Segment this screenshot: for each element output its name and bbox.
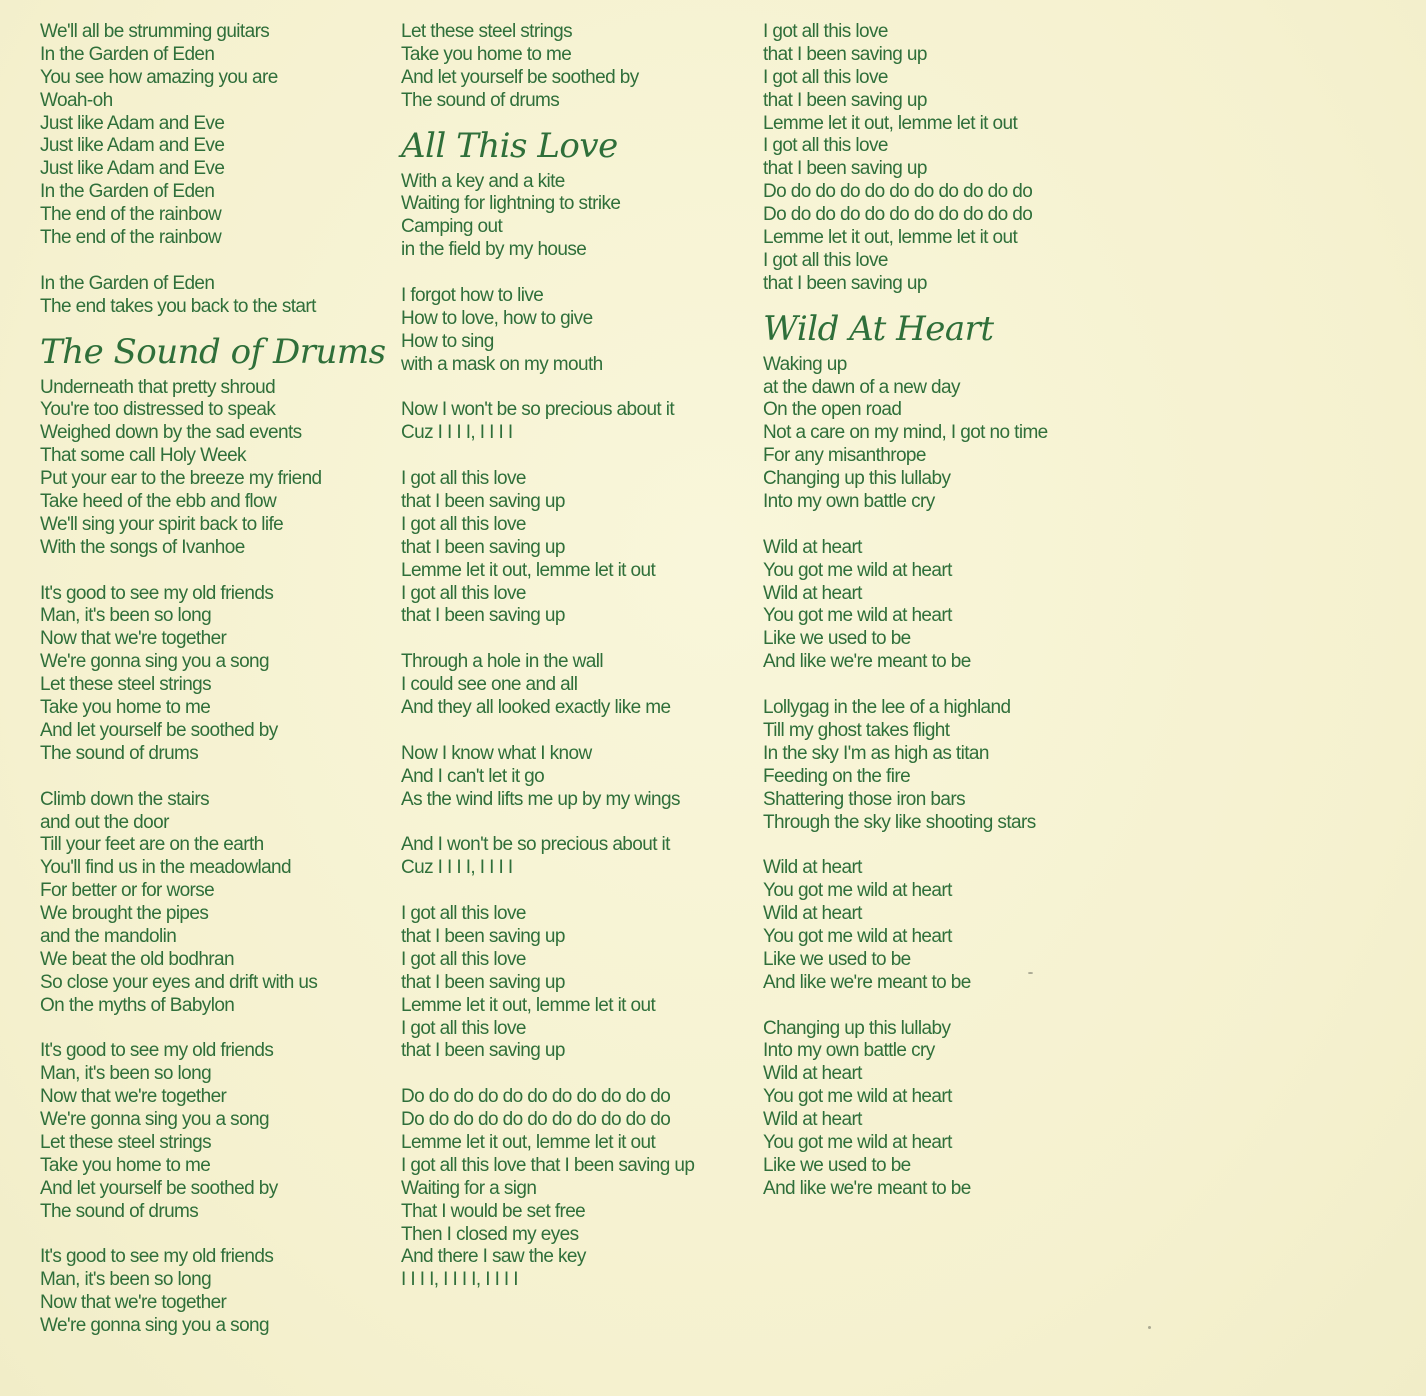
- stanza-gap: [401, 445, 741, 468]
- lyric-line: And let yourself be soothed by: [40, 1177, 278, 1199]
- lyric-line: Do do do do do do do do do do do: [763, 204, 1033, 226]
- lyric-line: We're gonna sing you a song: [40, 1109, 269, 1131]
- lyric-line: Lemme let it out, lemme let it out: [401, 994, 656, 1016]
- lyric-line: You got me wild at heart: [763, 925, 952, 947]
- lyric-line: Take heed of the ebb and flow: [40, 491, 277, 513]
- lyric-line: You see how amazing you are: [40, 66, 278, 88]
- lyric-line: And I won't be so precious about it: [401, 834, 670, 856]
- lyric-line: With a key and a kite: [401, 170, 565, 192]
- lyric-line: We'll sing your spirit back to life: [40, 513, 284, 535]
- lyric-line: Wild at heart: [763, 1109, 862, 1131]
- lyric-line: And like we're meant to be: [763, 971, 971, 993]
- lyric-line: It's good to see my old friends: [40, 582, 274, 604]
- lyric-line: Wild at heart: [763, 1063, 862, 1085]
- lyric-line: Put your ear to the breeze my friend: [40, 468, 322, 490]
- lyric-line: Into my own battle cry: [763, 1040, 935, 1062]
- lyric-line: And let yourself be soothed by: [401, 66, 639, 88]
- lyric-line: You're too distressed to speak: [40, 399, 276, 421]
- lyric-line: that I been saving up: [401, 925, 565, 947]
- lyric-line: Now that we're together: [40, 1292, 227, 1314]
- lyric-line: And let yourself be soothed by: [40, 719, 278, 741]
- lyric-line: with a mask on my mouth: [401, 353, 603, 375]
- lyric-line: Lemme let it out, lemme let it out: [401, 1131, 656, 1153]
- lyric-line: that I been saving up: [763, 158, 927, 180]
- lyric-line: In the Garden of Eden: [40, 43, 215, 65]
- lyric-line: Till your feet are on the earth: [40, 834, 264, 856]
- lyric-line: that I been saving up: [763, 43, 927, 65]
- lyric-line: Let these steel strings: [40, 1131, 212, 1153]
- lyric-line: Take you home to me: [40, 697, 211, 719]
- lyric-line: As the wind lifts me up by my wings: [401, 788, 680, 810]
- lyric-line: I got all this love: [763, 66, 888, 88]
- stanza-gap: [763, 514, 1103, 537]
- lyric-line: Like we used to be: [763, 628, 911, 650]
- lyric-line: We brought the pipes: [40, 903, 209, 925]
- lyric-line: You got me wild at heart: [763, 880, 952, 902]
- stanza-gap: [763, 674, 1103, 697]
- paper-speck: [1028, 972, 1033, 974]
- lyric-line: On the open road: [763, 399, 902, 421]
- lyrics-column-2: [401, 21, 741, 1292]
- lyric-line: Now that we're together: [40, 1086, 227, 1108]
- lyric-line: I got all this love: [401, 1017, 526, 1039]
- song-title: The Sound of Drums: [40, 331, 386, 372]
- lyric-line: Now I know what I know: [401, 742, 592, 764]
- stanza-gap: [40, 766, 380, 789]
- lyric-line: You got me wild at heart: [763, 605, 952, 627]
- lyric-line: Do do do do do do do do do do do: [401, 1086, 671, 1108]
- song-title: Wild At Heart: [763, 308, 994, 349]
- lyric-line: Now I won't be so precious about it: [401, 399, 675, 421]
- lyric-line: It's good to see my old friends: [40, 1040, 274, 1062]
- lyric-line: that I been saving up: [401, 1040, 565, 1062]
- lyric-line: That I would be set free: [401, 1200, 586, 1222]
- lyric-line: The sound of drums: [40, 1200, 199, 1222]
- stanza-gap: [401, 262, 741, 285]
- stanza-gap: [401, 628, 741, 651]
- lyric-line: In the Garden of Eden: [40, 272, 215, 294]
- lyric-line: Just like Adam and Eve: [40, 158, 225, 180]
- lyric-line: Man, it's been so long: [40, 1269, 212, 1291]
- lyric-line: Cuz I I I I, I I I I: [401, 422, 513, 444]
- lyric-line: So close your eyes and drift with us: [40, 971, 318, 993]
- lyric-line: I got all this love: [401, 468, 526, 490]
- lyric-line: that I been saving up: [401, 536, 565, 558]
- lyric-line: We're gonna sing you a song: [40, 1315, 269, 1337]
- stanza-gap: [401, 812, 741, 835]
- lyric-line: Wild at heart: [763, 903, 862, 925]
- lyric-line: I I I I, I I I I, I I I I: [401, 1269, 518, 1291]
- lyric-line: And like we're meant to be: [763, 651, 971, 673]
- lyric-line: Then I closed my eyes: [401, 1223, 579, 1245]
- stanza-gap: [40, 560, 380, 583]
- lyric-line: in the field by my house: [401, 239, 587, 261]
- song-title: All This Love: [401, 125, 618, 166]
- lyric-line: at the dawn of a new day: [763, 376, 960, 398]
- lyric-line: I got all this love: [401, 513, 526, 535]
- stanza-gap: [401, 880, 741, 903]
- lyric-line: Take you home to me: [40, 1154, 211, 1176]
- lyric-line: Waiting for a sign: [401, 1177, 537, 1199]
- lyric-line: Camping out: [401, 216, 503, 238]
- lyric-line: I could see one and all: [401, 674, 578, 696]
- lyric-line: I got all this love: [401, 948, 526, 970]
- lyric-line: We're gonna sing you a song: [40, 651, 269, 673]
- lyric-line: You got me wild at heart: [763, 1131, 952, 1153]
- lyric-line: Weighed down by the sad events: [40, 422, 302, 444]
- lyric-line: Waiting for lightning to strike: [401, 193, 621, 215]
- lyric-line: Wild at heart: [763, 582, 862, 604]
- lyric-line: The end of the rainbow: [40, 204, 222, 226]
- lyric-line: I got all this love that I been saving up: [401, 1154, 695, 1176]
- lyrics-column-3: [763, 21, 1103, 1201]
- lyric-line: I forgot how to live: [401, 285, 544, 307]
- lyric-line: and the mandolin: [40, 925, 177, 947]
- lyric-line: Let these steel strings: [401, 21, 573, 42]
- lyric-line: Lollygag in the lee of a highland: [763, 697, 1011, 719]
- lyrics-column-1: [40, 21, 386, 1338]
- lyric-line: We'll all be strumming guitars: [40, 21, 270, 42]
- lyric-line: You'll find us in the meadowland: [40, 857, 291, 879]
- lyric-line: And I can't let it go: [401, 765, 545, 787]
- lyric-line: Not a care on my mind, I got no time: [763, 422, 1048, 444]
- lyric-line: We beat the old bodhran: [40, 948, 234, 970]
- stanza-gap: [40, 1018, 380, 1041]
- lyric-line: And they all looked exactly like me: [401, 697, 671, 719]
- lyric-line: The sound of drums: [401, 89, 560, 111]
- lyric-line: Lemme let it out, lemme let it out: [401, 559, 656, 581]
- lyric-line: Changing up this lullaby: [763, 468, 951, 490]
- stanza-gap: [763, 995, 1103, 1018]
- lyric-line: I got all this love: [763, 21, 888, 42]
- lyric-line: And like we're meant to be: [763, 1177, 971, 1199]
- lyric-line: Do do do do do do do do do do do: [401, 1109, 671, 1131]
- lyric-line: It's good to see my old friends: [40, 1246, 274, 1268]
- lyric-line: Lemme let it out, lemme let it out: [763, 112, 1018, 134]
- lyric-line: Through the sky like shooting stars: [763, 811, 1036, 833]
- lyric-line: How to sing: [401, 330, 494, 352]
- lyric-line: I got all this love: [401, 582, 526, 604]
- lyric-line: and out the door: [40, 811, 169, 833]
- lyric-line: Man, it's been so long: [40, 1063, 212, 1085]
- lyric-line: You got me wild at heart: [763, 1086, 952, 1108]
- lyric-line: You got me wild at heart: [763, 559, 952, 581]
- lyric-line: Just like Adam and Eve: [40, 112, 225, 134]
- lyric-line: Shattering those iron bars: [763, 788, 965, 810]
- lyric-line: Climb down the stairs: [40, 788, 210, 810]
- lyric-line: Till my ghost takes flight: [763, 719, 950, 741]
- stanza-gap: [763, 834, 1103, 857]
- lyric-line: The sound of drums: [40, 742, 199, 764]
- lyric-line: Wild at heart: [763, 536, 862, 558]
- lyric-line: that I been saving up: [763, 89, 927, 111]
- paper-speck: [1148, 1326, 1151, 1329]
- lyric-line: For better or for worse: [40, 880, 215, 902]
- lyric-line: Wild at heart: [763, 857, 862, 879]
- lyric-line: Waking up: [763, 353, 847, 375]
- lyric-line: I got all this love: [763, 135, 888, 157]
- lyric-line: And there I saw the key: [401, 1246, 586, 1268]
- lyric-line: Underneath that pretty shroud: [40, 376, 276, 398]
- lyric-line: Like we used to be: [763, 1154, 911, 1176]
- lyric-line: Take you home to me: [401, 43, 572, 65]
- lyric-line: For any misanthrope: [763, 445, 926, 467]
- lyric-line: In the sky I'm as high as titan: [763, 742, 989, 764]
- lyric-line: I got all this love: [763, 249, 888, 271]
- stanza-gap: [401, 1063, 741, 1086]
- lyric-line: Like we used to be: [763, 948, 911, 970]
- lyric-line: The end takes you back to the start: [40, 295, 316, 317]
- lyric-line: The end of the rainbow: [40, 227, 222, 249]
- lyric-line: Woah-oh: [40, 89, 113, 111]
- lyric-line: Into my own battle cry: [763, 491, 935, 513]
- lyric-line: that I been saving up: [763, 272, 927, 294]
- stanza-gap: [401, 720, 741, 743]
- lyric-line: Through a hole in the wall: [401, 651, 603, 673]
- lyric-line: How to love, how to give: [401, 307, 593, 329]
- lyric-line: that I been saving up: [401, 971, 565, 993]
- lyric-line: Cuz I I I I, I I I I: [401, 857, 513, 879]
- stanza-gap: [401, 377, 741, 400]
- lyric-line: With the songs of Ivanhoe: [40, 536, 245, 558]
- stanza-gap: [40, 250, 380, 273]
- lyric-line: Now that we're together: [40, 628, 227, 650]
- lyric-line: Man, it's been so long: [40, 605, 212, 627]
- lyric-line: On the myths of Babylon: [40, 994, 235, 1016]
- lyric-line: Just like Adam and Eve: [40, 135, 225, 157]
- lyric-line: that I been saving up: [401, 605, 565, 627]
- lyric-line: Changing up this lullaby: [763, 1017, 951, 1039]
- lyric-line: Do do do do do do do do do do do: [763, 181, 1033, 203]
- lyric-line: Let these steel strings: [40, 674, 212, 696]
- lyric-line: Lemme let it out, lemme let it out: [763, 227, 1018, 249]
- lyric-line: that I been saving up: [401, 491, 565, 513]
- stanza-gap: [40, 1224, 380, 1247]
- lyric-line: I got all this love: [401, 903, 526, 925]
- lyric-line: Feeding on the fire: [763, 765, 911, 787]
- lyric-line: In the Garden of Eden: [40, 181, 215, 203]
- lyric-line: That some call Holy Week: [40, 445, 246, 467]
